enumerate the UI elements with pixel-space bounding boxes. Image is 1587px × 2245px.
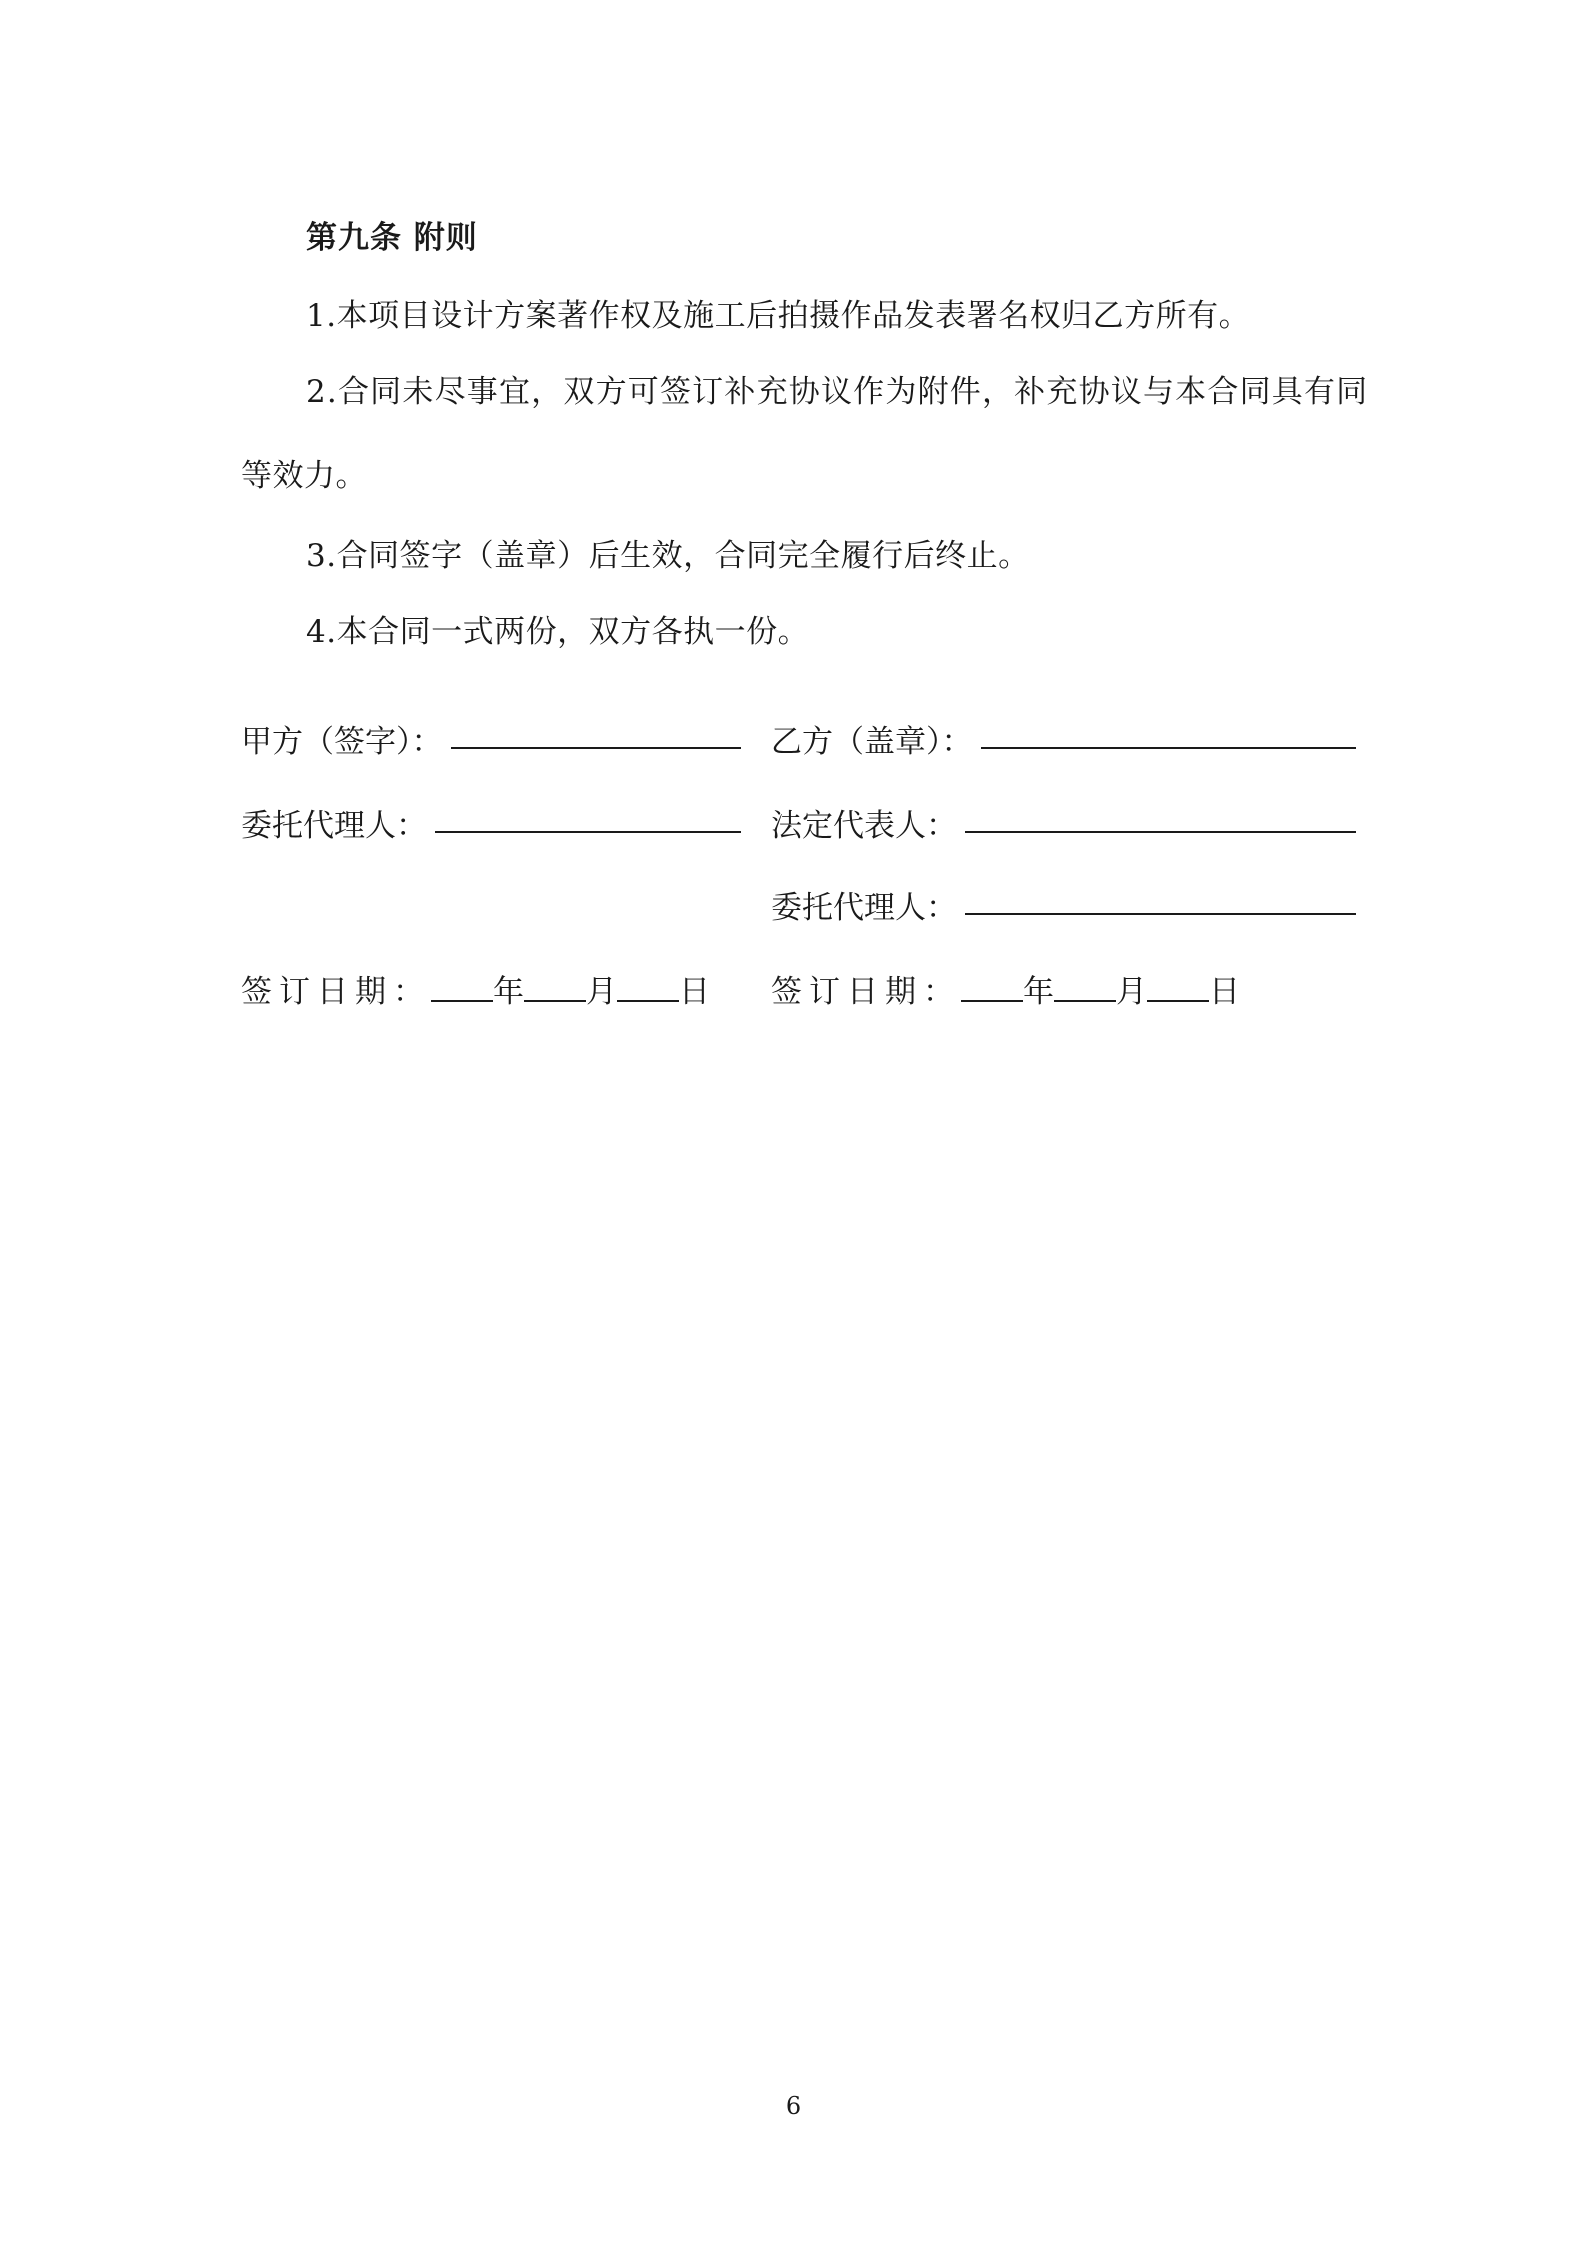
party-a-date-label: 签订日期： <box>241 974 431 1010</box>
party-a-year-unit: 年 <box>493 974 524 1010</box>
clause-2-line-1: 2.合同未尽事宜，双方可签订补充协议作为附件，补充协议与本合同具有同 <box>306 374 1369 410</box>
party-b-year-unit: 年 <box>1023 974 1054 1010</box>
party-b-year-blank[interactable] <box>961 972 1023 1002</box>
party-b-legal-rep-line[interactable] <box>965 831 1356 833</box>
party-b-agent-field <box>771 882 1356 926</box>
party-b-day-blank[interactable] <box>1147 972 1209 1002</box>
party-b-agent-line[interactable] <box>965 913 1356 915</box>
party-b-month-unit: 月 <box>1116 974 1147 1010</box>
party-a-date-field <box>241 966 710 1011</box>
clause-4: 4.本合同一式两份，双方各执一份。 <box>306 614 810 650</box>
party-a-agent-line[interactable] <box>435 831 741 833</box>
party-b-date-field <box>771 966 1240 1011</box>
page-number: 6 <box>785 2092 802 2120</box>
article-heading: 第九条 附则 <box>306 220 478 256</box>
party-a-agent-field <box>241 800 741 844</box>
party-b-legal-rep-field <box>771 800 1356 844</box>
clause-3: 3.合同签字（盖章）后生效，合同完全履行后终止。 <box>306 538 1030 574</box>
party-a-sign-field <box>241 716 741 760</box>
party-b-seal-field <box>771 716 1356 760</box>
party-b-legal-rep-label: 法定代表人： <box>771 808 957 844</box>
clause-1: 1.本项目设计方案著作权及施工后拍摄作品发表署名权归乙方所有。 <box>306 298 1251 334</box>
party-a-day-unit: 日 <box>679 974 710 1010</box>
party-a-sign-line[interactable] <box>451 747 741 749</box>
party-b-seal-label: 乙方（盖章）： <box>771 724 973 760</box>
party-b-agent-label: 委托代理人： <box>771 890 957 926</box>
party-a-month-unit: 月 <box>586 974 617 1010</box>
party-b-month-blank[interactable] <box>1054 972 1116 1002</box>
party-a-month-blank[interactable] <box>524 972 586 1002</box>
party-b-date-label: 签订日期： <box>771 974 961 1010</box>
party-a-day-blank[interactable] <box>617 972 679 1002</box>
clause-2-line-2: 等效力。 <box>241 458 367 494</box>
party-b-day-unit: 日 <box>1209 974 1240 1010</box>
party-a-year-blank[interactable] <box>431 972 493 1002</box>
party-a-sign-label: 甲方（签字）： <box>241 724 443 760</box>
party-a-agent-label: 委托代理人： <box>241 808 427 844</box>
party-b-seal-line[interactable] <box>981 747 1356 749</box>
